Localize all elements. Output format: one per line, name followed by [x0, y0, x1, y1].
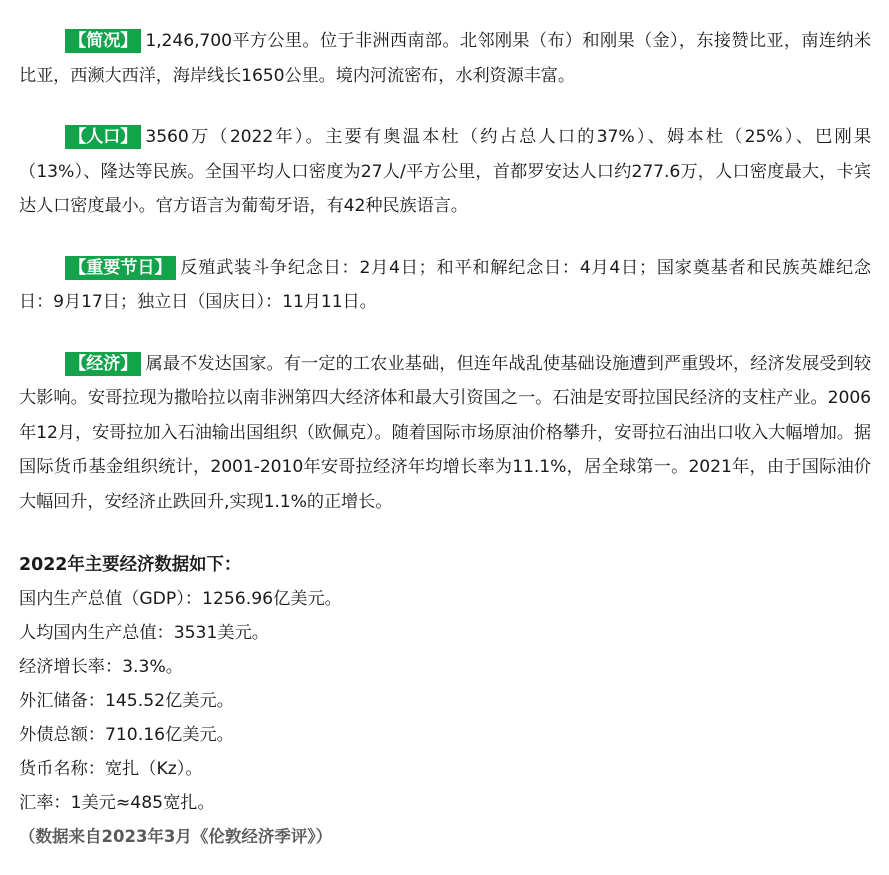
stat-forex-reserves: 外汇储备：145.52亿美元。	[19, 691, 234, 711]
stat-growth-rate: 经济增长率：3.3%。	[19, 657, 183, 677]
stat-currency: 货币名称：宽扎（Kz）。	[19, 759, 203, 779]
article-body	[19, 24, 871, 854]
stat-exchange-rate: 汇率：1美元≈485宽扎。	[19, 793, 215, 813]
section-text-holidays: 反殖武装斗争纪念日：2月4日；和平和解纪念日：4月4日；国家奠基者和民族英雄纪念日：9月17日；独立日（国庆日）：11月11日。	[19, 257, 871, 312]
section-text-overview: 1,246,700平方公里。位于非洲西南部。北邻刚果（布）和刚果（金），东接赞比亚，南连纳米比亚，西濒大西洋，海岸线长1650公里。境内河流密布，水利资源丰富。	[19, 31, 871, 86]
stat-external-debt: 外债总额：710.16亿美元。	[19, 725, 234, 745]
section-tag-holidays: 【重要节日】	[65, 256, 176, 280]
section-tag-population: 【人口】	[65, 125, 141, 149]
data-source-note: （数据来自2023年3月《伦敦经济季评》）	[19, 827, 333, 846]
section-tag-overview: 【简况】	[65, 29, 141, 53]
stat-gdp-per-capita: 人均国内生产总值：3531美元。	[19, 623, 269, 643]
section-economy	[19, 347, 871, 520]
section-overview	[19, 24, 871, 93]
section-holidays	[19, 251, 871, 320]
section-population	[19, 120, 871, 224]
section-text-population: 3560万（2022年）。主要有奥温本杜（约占总人口的37%）、姆本杜（25%）、巴刚果（13%）、隆达等民族。全国平均人口密度为27人/平方公里，首都罗安达人口约277.6万，人口密度最大，卡宾达人口密度最小。官方语言为葡萄牙语，有42种民族语言。	[19, 127, 871, 216]
economic-data-title: 2022年主要经济数据如下：	[19, 555, 242, 575]
section-tag-economy: 【经济】	[65, 352, 141, 376]
stat-gdp: 国内生产总值（GDP）：1256.96亿美元。	[19, 589, 342, 609]
section-text-economy: 属最不发达国家。有一定的工农业基础，但连年战乱使基础设施遭到严重毁坏，经济发展受到较大影响。安哥拉现为撒哈拉以南非洲第四大经济体和最大引资国之一。石油是安哥拉国民经济的支柱产业。2006年12月，安哥拉加入石油输出国组织（欧佩克）。随着国际市场原油价格攀升，安哥拉石油出口收入大幅增加。据国际货币基金组织统计，2001-2010年安哥拉经济年均增长率为11.1%，居全球第一。2021年，由于国际油价大幅回升，安经济止跌回升,实现1.1%的正增长。	[19, 353, 871, 512]
